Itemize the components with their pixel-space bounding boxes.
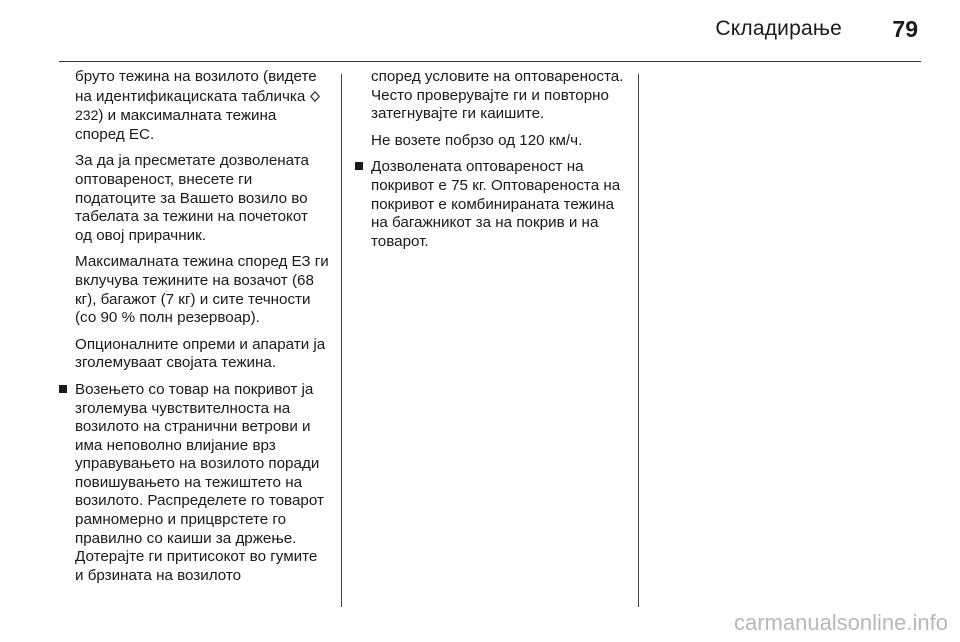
paragraph: Максималната тежина според ЕЗ ги вклучува тежините на возачот (68 кг), багажот (7 кг) и сите течности (со 90 % полн резервоар). [75, 253, 329, 327]
bullet-text: Дозволената оптовареност на покривот е 75 кг. Оптовареноста на покривот е комбинираната тежина на багажникот за на покрив и на товарот. [371, 158, 621, 250]
column-divider [638, 74, 639, 607]
paragraph-text: бруто тежина на возилото (видете на идентификациската табличка [75, 68, 317, 105]
header-rule [59, 61, 921, 62]
paragraph: Не возете побрзо од 120 км/ч. [371, 131, 583, 149]
paragraph: Опционалните опреми и апарати ја зголемуваат својата тежина. [75, 335, 326, 372]
page-title: Складирање [715, 17, 842, 40]
column-divider [341, 74, 342, 607]
bullet-item [75, 381, 329, 586]
diamond-outline-icon [310, 91, 320, 102]
left-column [59, 68, 329, 593]
square-bullet-icon [59, 385, 67, 393]
right-column [355, 68, 625, 259]
square-bullet-icon [355, 162, 363, 170]
page-number: 79 [892, 16, 918, 42]
bullet-text: Возењето со товар на покривот ја зголемува чувствителноста на возилото на странични ветрови и има неповолно влијание врз управувањето на возилото поради повишувањето на тежиштето на возилото. Распределете го товарот рамномерно и прицврстете го правилно со каиши за држење. Дотерајте ги притисокот во гумите и брзината на возилото [75, 380, 324, 584]
bullet-item [371, 158, 625, 251]
paragraph: според условите на оптовареноста. Често проверувајте ги и повторно затегнувајте ги каишите. [371, 68, 624, 123]
paragraph [75, 68, 329, 144]
paragraph: За да ја пресметате дозволената оптовареност, внесете ги податоците за Вашето возило во табелата за тежини на почетокот од овој прирачник. [75, 152, 310, 244]
watermark: carmanualsonline.info [733, 610, 948, 635]
page-reference-number: 232 [75, 107, 99, 124]
paragraph-text: ) и максималната тежина според ЕС. [75, 107, 277, 143]
